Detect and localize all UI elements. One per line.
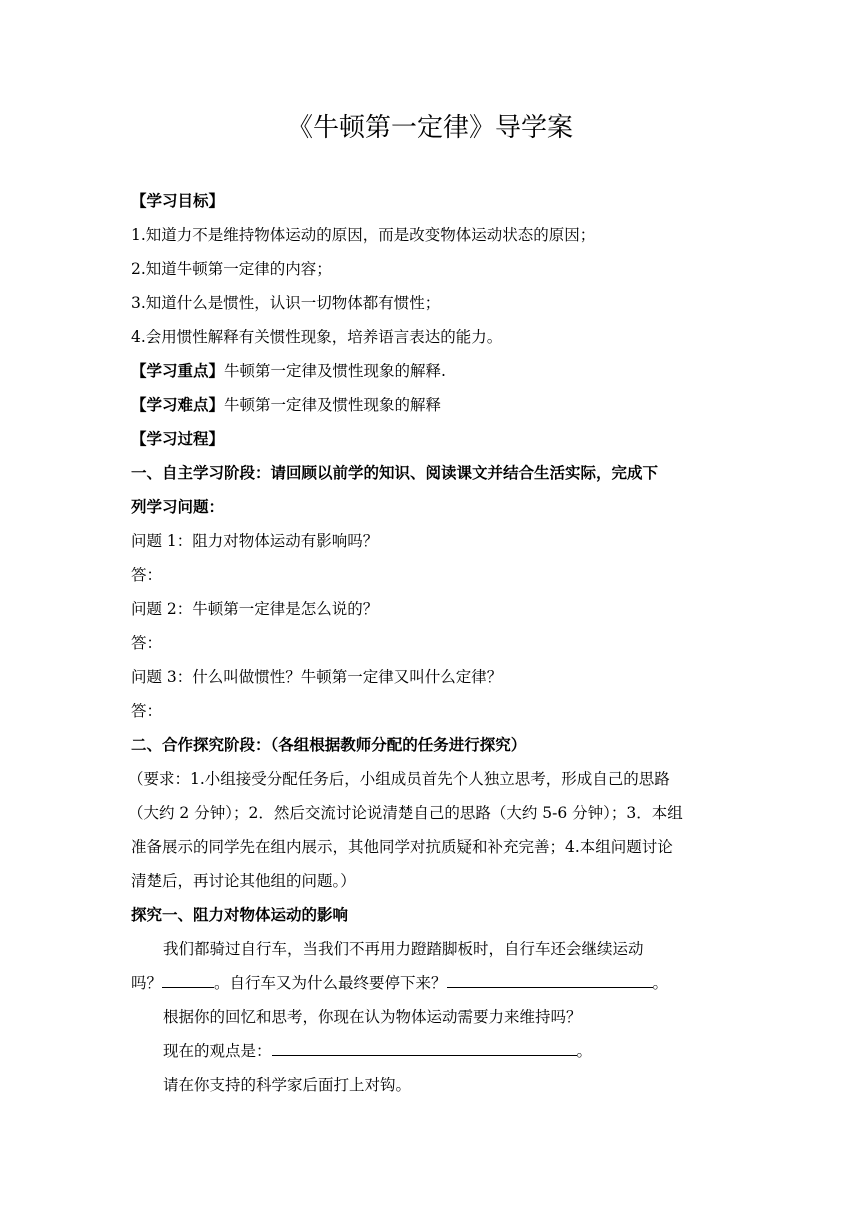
objective-item-1: 1.知道力不是维持物体运动的原因，而是改变物体运动状态的原因； [131, 226, 596, 244]
explore1-heading: 探究一、阻力对物体运动的影响 [131, 906, 349, 924]
answer-1-label: 答： [131, 566, 163, 584]
key-point-text: 牛顿第一定律及惯性现象的解释. [224, 362, 446, 380]
objective-item-4: 4.会用惯性解释有关惯性现象，培养语言表达的能力。 [131, 328, 503, 346]
para2: 根据你的回忆和思考，你现在认为物体运动需要力来维持吗？ [163, 1008, 582, 1026]
difficulty-label: 【学习难点】 [131, 396, 225, 414]
key-point-label: 【学习重点】 [131, 362, 225, 380]
page-title: 《牛顿第一定律》导学案 [286, 113, 573, 143]
para1-line2 [131, 966, 741, 1000]
key-point-line [131, 354, 741, 388]
stage2-heading: 二、合作探究阶段：（各组根据教师分配的任务进行探究） [131, 736, 527, 754]
answer-blank-viewpoint[interactable] [272, 1037, 577, 1056]
objectives-heading: 【学习目标】 [131, 192, 225, 210]
question-2: 问题 2：牛顿第一定律是怎么说的？ [131, 600, 379, 618]
question-1: 问题 1：阻力对物体运动有影响吗？ [131, 532, 379, 550]
answer-blank-continue[interactable] [162, 969, 214, 988]
answer-2-label: 答： [131, 634, 163, 652]
requirements-line-1: （要求：1.小组接受分配任务后，小组成员首先个人独立思考，形成自己的思路 [128, 770, 670, 788]
process-heading: 【学习过程】 [131, 430, 225, 448]
requirements-line-4: 清楚后，再讨论其他组的问题。） [131, 872, 356, 890]
stage1-heading-line2: 列学习问题： [131, 498, 225, 516]
para3-text-b: 。 [576, 1042, 593, 1060]
question-3: 问题 3：什么叫做惯性？牛顿第一定律又叫什么定律？ [131, 668, 503, 686]
objective-item-2: 2.知道牛顿第一定律的内容； [131, 260, 332, 278]
para1-text-c: 。 [652, 974, 669, 992]
stage1-heading-line1: 一、自主学习阶段：请回顾以前学的知识、阅读课文并结合生活实际，完成下 [131, 464, 659, 482]
difficulty-line [131, 388, 741, 422]
difficulty-text: 牛顿第一定律及惯性现象的解释 [224, 396, 442, 414]
para4: 请在你支持的科学家后面打上对钩。 [163, 1076, 412, 1094]
para3-text-a: 现在的观点是： [163, 1042, 272, 1060]
answer-3-label: 答： [131, 702, 163, 720]
para3-line [163, 1034, 773, 1068]
objective-item-3: 3.知道什么是惯性，认识一切物体都有惯性； [131, 294, 441, 312]
para1-line1: 我们都骑过自行车，当我们不再用力蹬踏脚板时，自行车还会继续运动 [163, 940, 644, 958]
requirements-line-3: 准备展示的同学先在组内展示，其他同学对抗质疑和补充完善；4.本组问题讨论 [131, 838, 673, 856]
para1-text-b: 。自行车又为什么最终要停下来？ [214, 974, 447, 992]
requirements-line-2: （大约 2 分钟）；2．然后交流讨论说清楚自己的思路（大约 5-6 分钟）；3．本组 [128, 804, 683, 822]
answer-blank-why-stop[interactable] [447, 969, 653, 988]
para1-text-a: 吗？ [131, 974, 163, 992]
